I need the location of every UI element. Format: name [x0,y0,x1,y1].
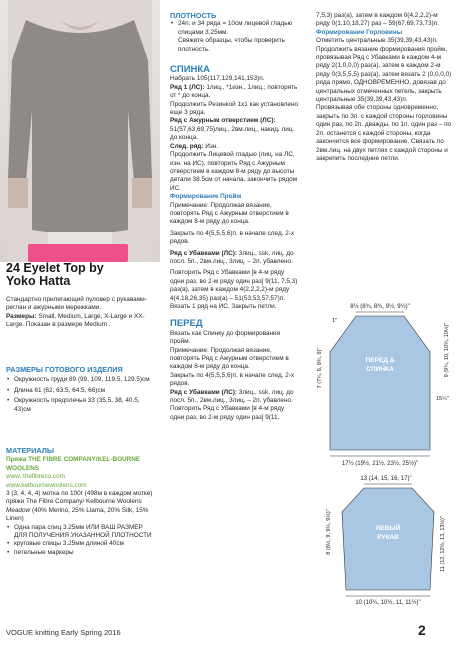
url-fibreco[interactable]: www. thefibreco.com [6,473,65,481]
back-heading: СПИНКА [170,64,211,76]
sleeve-schematic [318,472,454,613]
sleeve-label-2: РУКАВ [377,534,399,541]
body-bottom-dim: 17½ (19½, 21½, 23½, 25½)" [341,461,419,467]
yarn-composition: (40% Merino, 25% Llama, 20% Silk, 15% Linen) [6,506,149,523]
pattern-title [6,262,156,288]
material-markers: • петельные маркеры [6,549,156,557]
front-bind-off: Закрыть по 4(5,5,5,6)п. в начале след. 2-х рядов. [170,371,295,388]
measurement-bust: • Окружность груди 89 (99, 109, 119.5, 129.5)см [6,376,156,384]
gauge-heading: ПЛОТНОСТЬ [170,11,217,20]
eyelet-row-text: 51(57,63,69,75)лиц., 2вм.лиц., накид, лиц. до конца. [170,125,295,142]
yarn-quantity: 3 (3, 4, 4, 4) мотка по 100г (498м в каждом мотке) пряжи The Fibre Company/ Kelbourne Woolens [6,490,153,506]
sizes-label: Размеры: [6,312,37,320]
next-row-label: След. ряд: [170,142,204,150]
note-text: Продолжая вязание, повторять Ряд с Ажурным отверстием в каждом 8-м ряду до конца. [170,201,289,226]
title-line-2: Yoko Hatta [6,274,71,288]
sleeve-left-dim: 8 (8½, 9, 9¼, 9½)" [326,509,332,555]
sleeve-right-dim: 11 (12, 12½, 13, 13½)" [440,516,446,572]
measurements-block [6,366,156,414]
neck-dim: 1" [332,318,338,324]
back-finish: Вязать 1 ряд на ИС. Закрыть петли. [170,303,277,310]
page-number: 2 [418,622,426,638]
body-top-dim: 8½ (8¾, 8¾, 9½, 9½)" [350,304,410,310]
sweater-photo [0,0,160,262]
url-kelbourne[interactable]: www.kelbournewoolens.com [6,481,87,489]
neck-marker: Отметить центральные 35(39,39,43,43)п. [316,37,438,45]
front-intro: Вязать как Спинку до формирования пройм. [170,329,281,346]
back-body: Продолжить Лицевой гладью (лиц. на ЛС, изн. на ИС), повторить Ряд с Ажурным отверстием в каждом 8-м ряду до высоты детали 38.5см от начала, закончить рядом ИС. [170,151,298,192]
front-heading: ПЕРЕД [170,318,203,330]
back-repeat-dec: Повторить Ряд с Убавками [в 4-м ряду одни раз, во 2-м ряду один раз] 9(11, 7,5,3) раз(а), затем в каждом 4(2,2,2,2)-м ряду 4(4,18,26,35) раз(а) – 51(53,53,57,57)п. [170,269,298,302]
back-bind-off: Закрыть по 4(5,5,5,6)п. в начале след. 2-х рядов. [170,229,295,246]
sleeve-bottom-dim: 10 (10¼, 10½, 11, 11½)" [355,600,421,606]
note-label: Примечание: [170,201,209,209]
row1-label: Ряд 1 (ЛС): [170,83,205,91]
intro-text: Стандартно прилегающий пуловер с рукавами-реглан и ажурными мережками. [6,296,147,312]
raglan-heading: Формирование Пройм [170,193,242,201]
material-needles: • Одна пара спиц 3.25мм ИЛИ ВАШ РАЗМЕР ДЛЯ ПОЛУЧЕНИЯ УКАЗАННОЙ ПЛОТНОСТИ [6,524,156,541]
material-circular: • круговые спицы 3.25мм длиной 40см [6,540,156,548]
yarn-meadow: Meadow [6,506,31,514]
body-label-2: СПИНКА [366,366,394,373]
sizes-text: Small, Medium, Large, X-Large и XX-Large. Показан в размере Medium . [6,312,145,329]
row1-text: 1лиц., *1изн., 1лиц.; повторять от * до конца. [170,83,298,100]
neck-both-sides: Провязывая обе стороны одновременно, закрыть по 3п. с каждой стороны горловины один раз, по 2п. дважды, по 1п. один раз – по 2п. останется с каждой стороны, когда закончится все формирование. Связать по 2вм.лиц. на двух петлях с каждой стороны и закрепить последние петли. [316,104,452,162]
sleeve-label-1: ЛЕВЫЙ [375,525,401,532]
front-dec-text: 3лиц., ssk, лиц. до посл. 5п., 2вм.лиц., 3лиц. – 2п. убавлено. [170,388,294,405]
front-note-label: Примечание: [170,346,209,354]
measurements-heading: РАЗМЕРЫ ГОТОВОГО ИЗДЕЛИЯ [6,365,123,374]
body-schematic [318,300,454,477]
eyelet-row-label: Ряд с Ажурным отверстием (ЛС): [170,117,276,125]
next-row-text: Изн. [205,142,219,150]
intro-block [6,296,156,330]
neck-heading: Формирование Горловины [316,28,403,36]
yarn-name: Пряжа THE FIBRE COMPANY/KEL-BOURNE WOOLENS [6,456,141,472]
front-repeat-cont: 7,5,3) раз(а), затем в каждом 0(4,2,2,2)-м ряду 0(1,10,18,27) раз – 59(67,69,73,73)п. [316,12,439,28]
title-accent-bar [28,244,128,262]
middle-column [170,12,300,422]
body-length-dim: 15¼" [436,396,449,402]
neck-shaping: Продолжить вязание формирования пройм, провязывая Ряд с Убавками в каждом 4-м ряду 2(1,0,0,0) раз(а), затем в каждом 2-м ряду 0(3,5,5,5) раз(а), затем вязать 2 (0,0,0,0) ряда прямо, ОДНОВРЕМЕННО, довязав до центральных отмеченных петель, закрыть центральные 35(39,39,43,43)п. [316,45,452,104]
dec-row-text: 3лиц., ssk, лиц. до посл. 5п., 2вм.лиц., 3лиц. – 2п. убавлено. [170,249,294,265]
right-column [316,12,452,163]
measurement-length: • Длина 61 (62, 63.5, 64.5, 66)см [6,387,156,395]
body-right-dim: 9 (9¾, 10, 10¼, 10½)" [444,322,450,378]
footer-text: VOGUE knitting Early Spring 2016 [6,628,121,637]
back-cast-on: Набрать 105(117,129,141,153)п. [170,75,265,83]
body-armhole-dim: 7 (7¾, 8, 8¾, 9)" [317,347,323,389]
gauge-note: Свяжите образцы, чтобы проверить плотность. [178,37,286,53]
back-rib: Продолжить Резинкой 1х1 как установлено еще 3 ряда. [170,100,299,117]
front-repeat-dec: Повторить Ряд с Убавками [в 4-м ряду одни раз, во 2-м ряду один раз] 9(11, [170,405,285,421]
materials-block [6,447,156,557]
body-label-1: ПЕРЕД & [365,357,395,364]
front-dec-label: Ряд с Убавками (ЛС): [170,388,237,396]
sweater-illustration [8,0,152,262]
measurement-upper-arm: • Окружность предплечья 33 (35.5, 38, 40.5, 43)см [6,397,156,414]
dec-row-label: Ряд с Убавками (ЛС): [170,249,237,257]
gauge-item: • 24п. и 34 ряда = 10см лицевой гладью спицами 3.25мм. [170,20,300,37]
front-note-text: Продолжая вязание, повторять Ряд с Ажурным отверстием в каждом 8-м ряду до конца. [170,346,289,371]
materials-heading: МАТЕРИАЛЫ [6,446,55,455]
title-line-1: 24 Eyelet Top by [6,261,104,275]
sleeve-top-dim: 13 (14, 15, 16, 17)" [360,476,412,482]
